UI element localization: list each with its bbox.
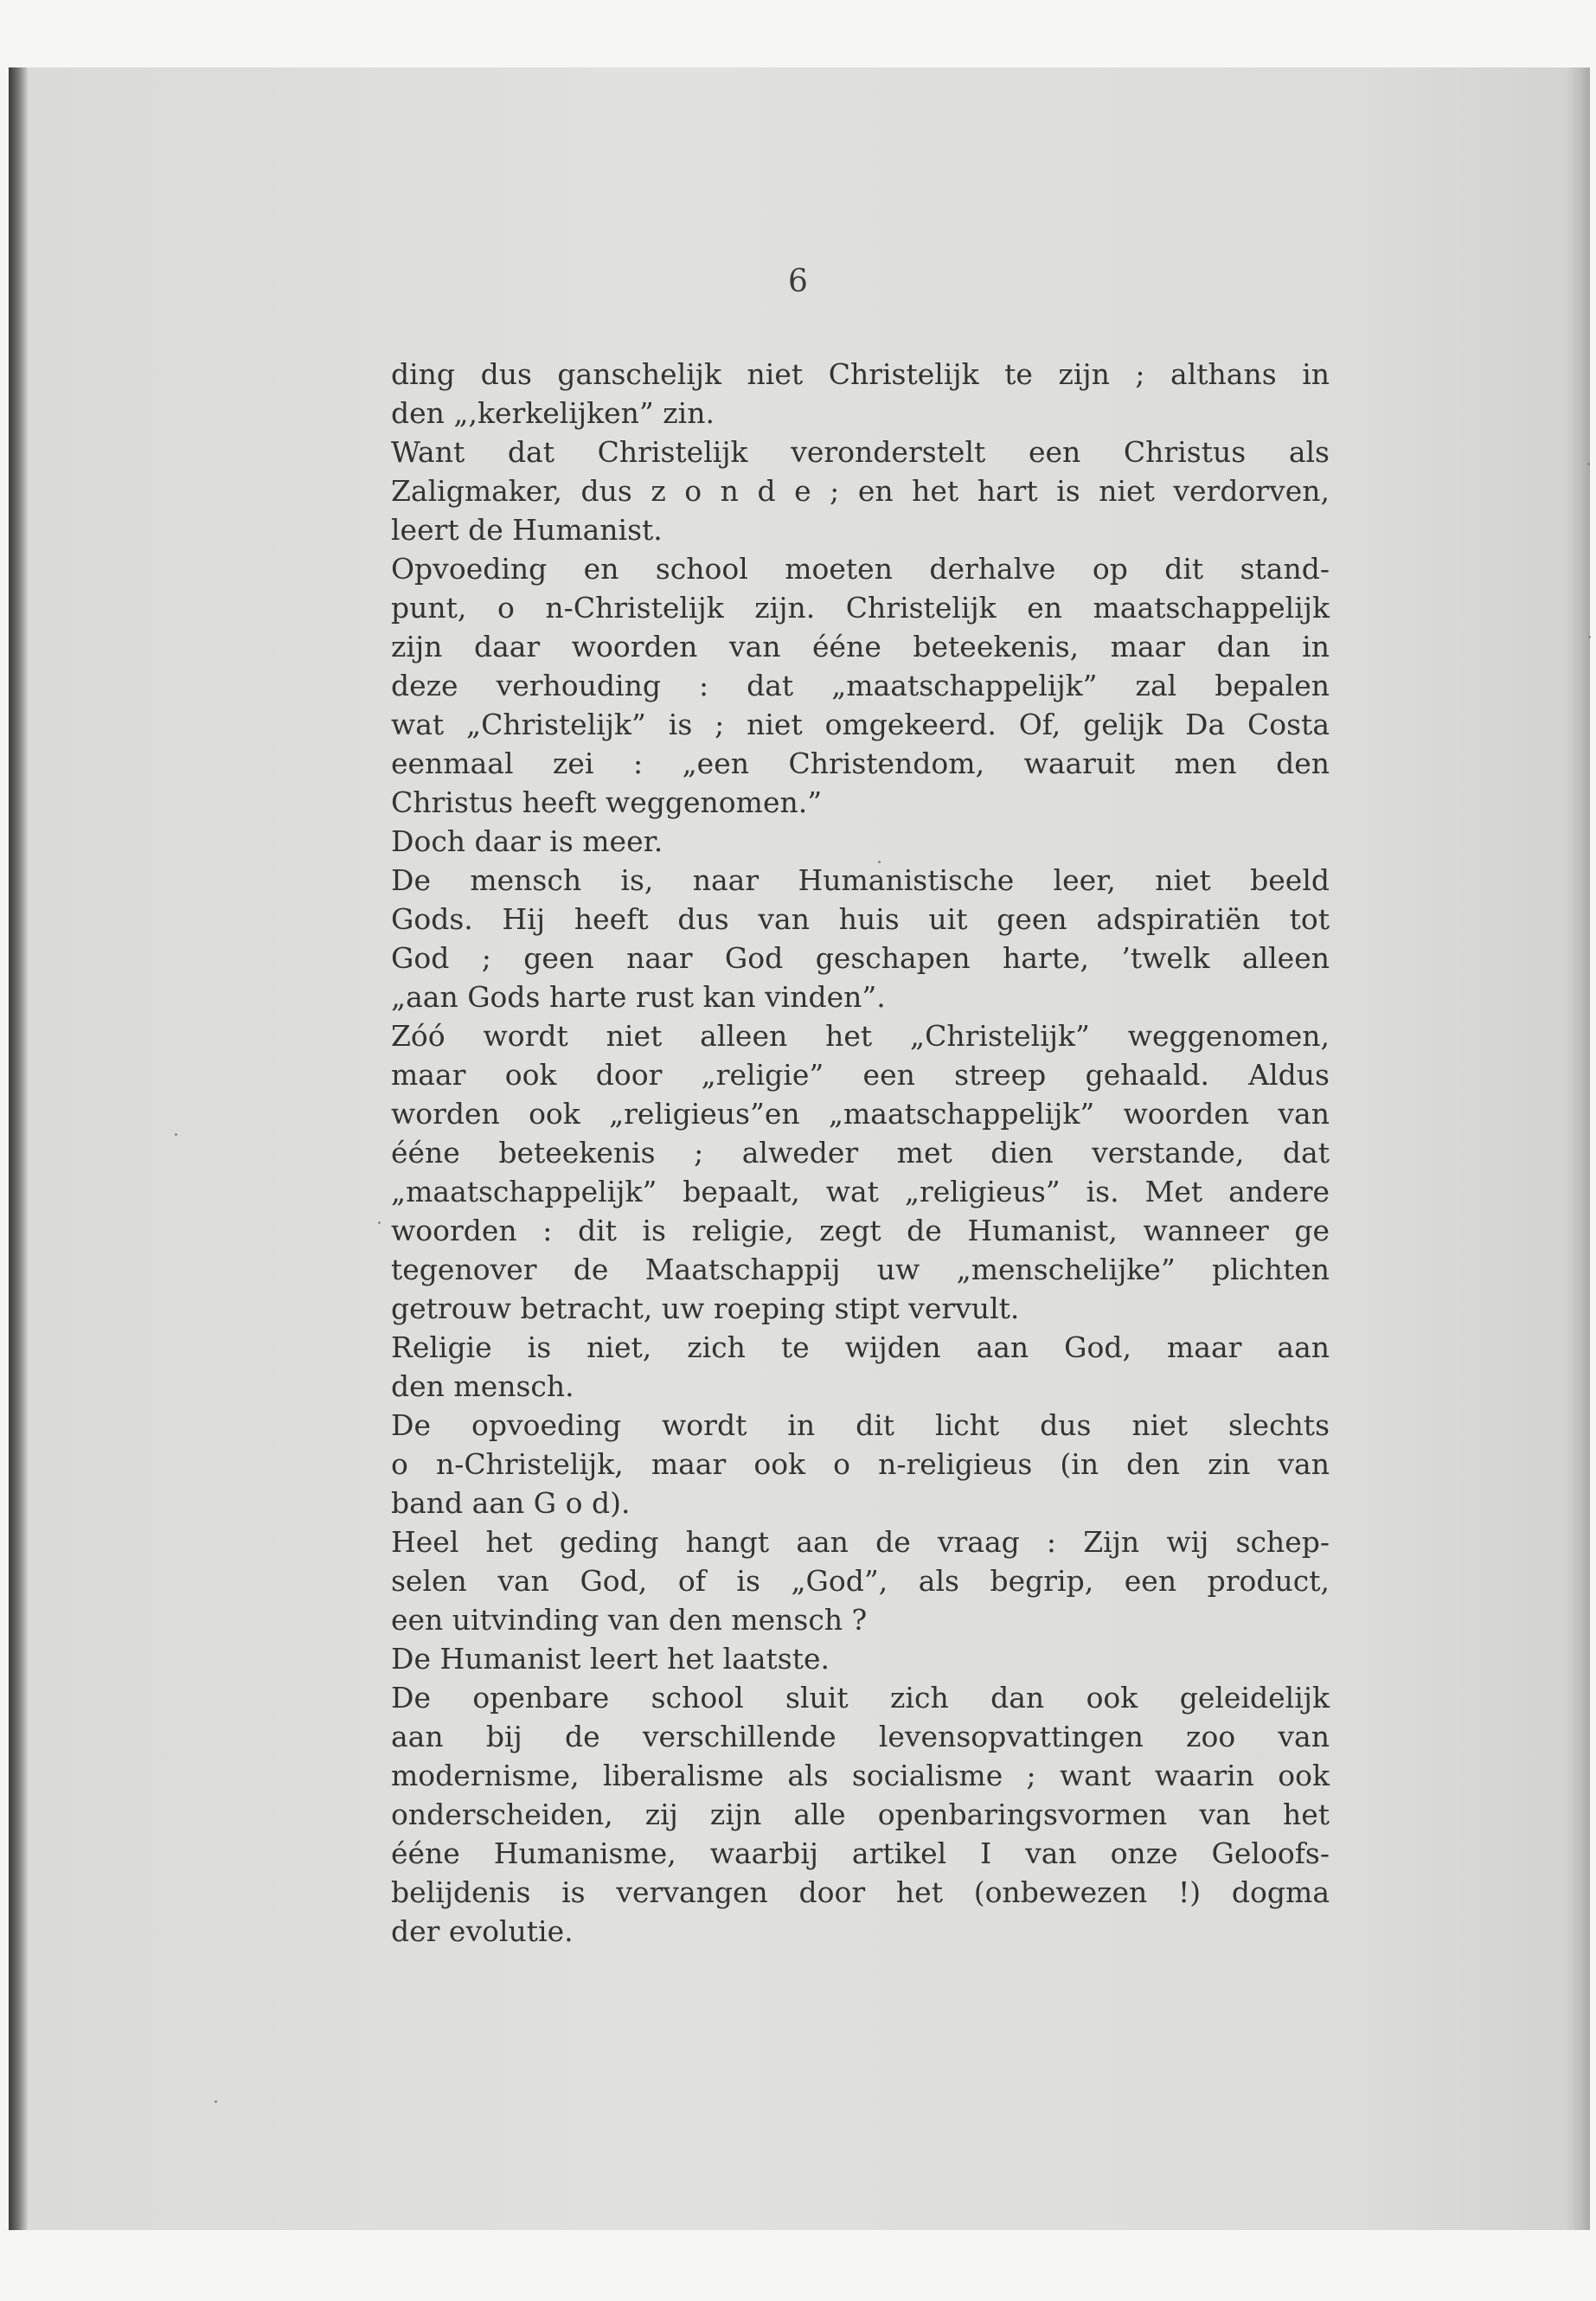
text-line: De Humanist leert het laatste. [391, 1642, 830, 1676]
text-line: punt, o n-Christelijk zijn. Christelijk en maatschappelijk [391, 591, 1330, 625]
text-line: selen van God, of is „God”, als begrip, een product, [391, 1564, 1330, 1598]
text-line: o n-Christelijk, maar ook o n-religieus (in den zin van [391, 1447, 1330, 1481]
text-line: De openbare school sluit zich dan ook geleidelijk [391, 1681, 1330, 1715]
page-number: 6 [788, 264, 808, 299]
text-line: „maatschappelijk” bepaalt, wat „religieus” is. Met andere [391, 1175, 1330, 1208]
text-line: band aan G o d). [391, 1486, 631, 1520]
text-line: Opvoeding en school moeten derhalve op dit stand- [391, 552, 1330, 586]
text-line: een uitvinding van den mensch ? [391, 1603, 868, 1637]
text-line: Gods. Hij heeft dus van huis uit geen adspiratiën tot [391, 902, 1330, 936]
text-line: ééne Humanisme, waarbij artikel I van onze Geloofs- [391, 1836, 1330, 1870]
text-line: God ; geen naar God geschapen harte, ’twelk alleen [391, 941, 1330, 975]
text-line: Zaligmaker, dus z o n d e ; en het hart is niet verdorven, [391, 474, 1330, 508]
text-line: Doch daar is meer. [391, 824, 663, 858]
text-line: worden ook „religieus”en „maatschappelijk” woorden van [391, 1097, 1330, 1131]
text-line: maar ook door „religie” een streep gehaald. Aldus [391, 1058, 1330, 1092]
text-line: woorden : dit is religie, zegt de Humanist, wanneer ge [391, 1214, 1330, 1247]
text-line: Christus heeft weggenomen.” [391, 785, 823, 819]
text-line: leert de Humanist. [391, 513, 663, 547]
text-line: der evolutie. [391, 1914, 574, 1948]
text-line: onderscheiden, zij zijn alle openbaringsvormen van het [391, 1798, 1330, 1831]
text-line: ééne beteekenis ; alweder met dien verstande, dat [391, 1136, 1330, 1170]
paper-speck [1587, 463, 1590, 465]
page-edge [1567, 67, 1590, 2230]
paper-speck [1588, 636, 1591, 638]
text-line: deze verhouding : dat „maatschappelijk” zal bepalen [391, 669, 1330, 702]
text-line: Religie is niet, zich te wijden aan God, maar aan [391, 1330, 1330, 1364]
paper-speck [215, 2100, 217, 2103]
binding-edge [9, 67, 28, 2230]
paper-speck [175, 1133, 177, 1136]
text-line: zijn daar woorden van ééne beteekenis, maar dan in [391, 630, 1330, 663]
text-line: „aan Gods harte rust kan vinden”. [391, 980, 886, 1014]
text-line: den mensch. [391, 1369, 574, 1403]
text-line: De opvoeding wordt in dit licht dus niet slechts [391, 1408, 1330, 1442]
text-line: den „,kerkelijken” zin. [391, 396, 715, 430]
paper-speck [878, 861, 881, 863]
text-line: De mensch is, naar Humanistische leer, niet beeld [391, 863, 1330, 897]
text-line: Want dat Christelijk veronderstelt een Christus als [391, 435, 1330, 469]
text-line: aan bij de verschillende levensopvattingen zoo van [391, 1720, 1330, 1753]
text-line: getrouw betracht, uw roeping stipt vervult. [391, 1292, 1020, 1325]
text-line: tegenover de Maatschappij uw „menschelijke” plichten [391, 1253, 1330, 1286]
text-line: belijdenis is vervangen door het (onbewezen !) dogma [391, 1875, 1330, 1909]
text-line: Zóó wordt niet alleen het „Christelijk” weggenomen, [391, 1019, 1330, 1053]
text-line: wat „Christelijk” is ; niet omgekeerd. Of, gelijk Da Costa [391, 708, 1330, 741]
text-line: ding dus ganschelijk niet Christelijk te zijn ; althans in [391, 357, 1330, 391]
text-line: modernisme, liberalisme als socialisme ; want waarin ook [391, 1759, 1330, 1792]
text-line: Heel het geding hangt aan de vraag : Zijn wij schep- [391, 1525, 1330, 1559]
text-line: eenmaal zei : „een Christendom, waaruit men den [391, 747, 1330, 780]
paper-speck [378, 1221, 381, 1224]
body-text [391, 355, 1330, 1951]
